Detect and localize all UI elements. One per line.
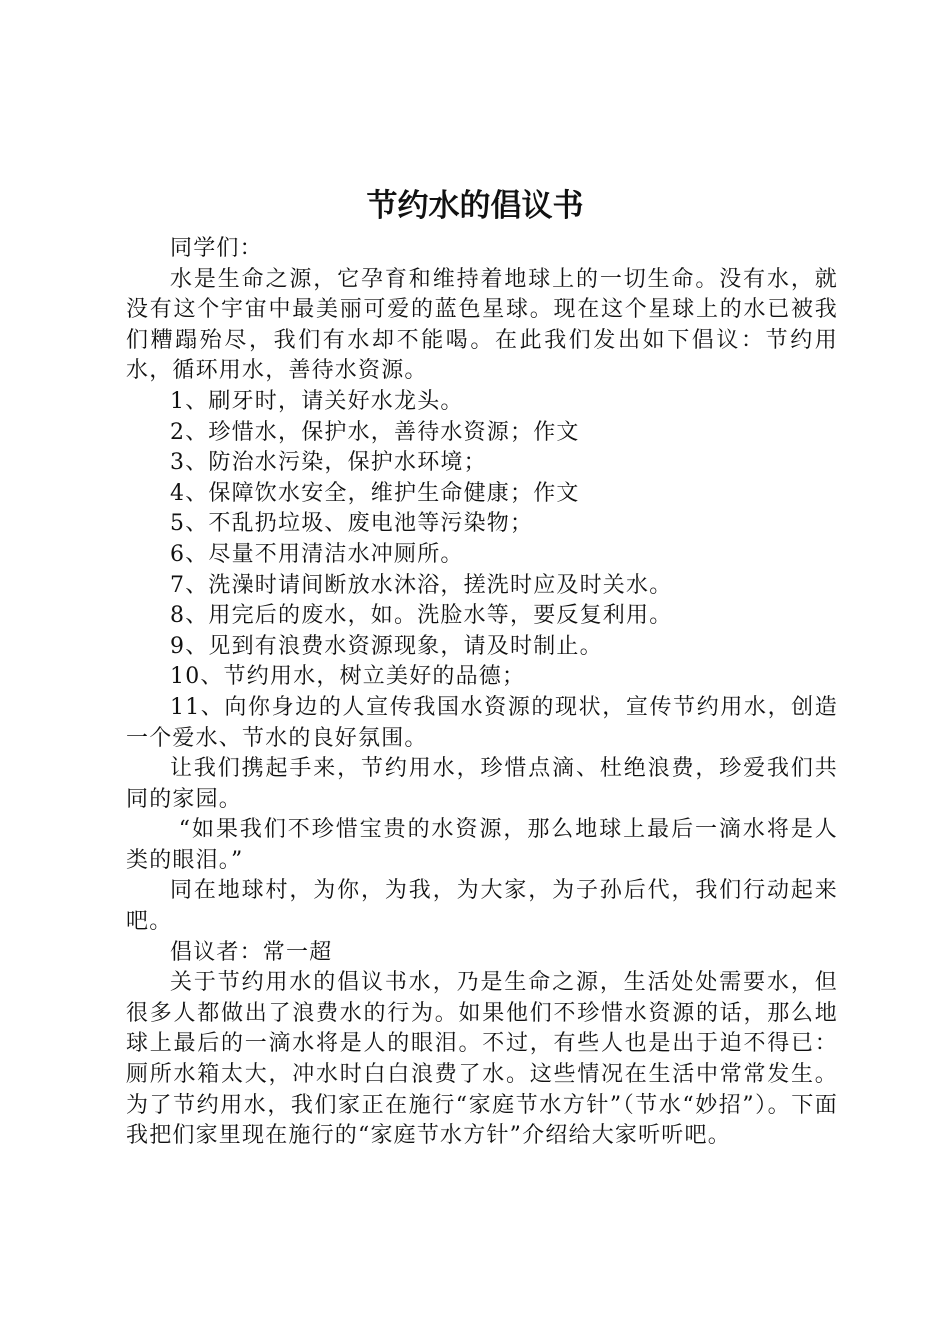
list-item: 6、尽量不用清洁水冲厕所。 (170, 541, 464, 567)
list-item: 4、保障饮水安全，维护生命健康；作文 (170, 480, 580, 506)
salutation: 同学们： (170, 236, 263, 261)
list-item: 10、节约用水，树立美好的品德； (170, 664, 526, 690)
document-body (126, 234, 838, 1152)
closing-paragraph: 同在地球村，为你，为我，为大家，为子孙后代，我们行动起来吧。 (126, 878, 838, 935)
intro-paragraph: 水是生命之源，它孕育和维持着地球上的一切生命。没有水，就没有这个宇宙中最美丽可爱的蓝色星球。现在这个星球上的水已被我们糟蹋殆尽，我们有水却不能喝。在此我们发出如下倡议：节约用水，循环用水，善待水资源。 (126, 266, 838, 384)
signature-line: 倡议者：常一超 (170, 939, 333, 965)
list-item: 11、向你身边的人宣传我国水资源的现状，宣传节约用水，创造一个爱水、节水的良好氛围。 (126, 694, 838, 751)
call-to-action-paragraph: 让我们携起手来，节约用水，珍惜点滴、杜绝浪费，珍爱我们共同的家园。 (126, 756, 838, 812)
document-title: 节约水的倡议书 (366, 188, 584, 224)
second-article-paragraph: 关于节约用水的倡议书水，乃是生命之源，生活处处需要水，但很多人都做出了浪费水的行为。如果他们不珍惜水资源的话，那么地球上最后的一滴水将是人的眼泪。不过，有些人也是出于迫不得已：厕所水箱太大，冲水时白白浪费了水。这些情况在生活中常常发生。为了节约用水，我们家正在施行“家庭节水方针”（节水“妙招”）。下面我把们家里现在施行的“家庭节水方针”介绍给大家听听吧。 (126, 970, 838, 1149)
list-item: 2、珍惜水，保护水，善待水资源；作文 (170, 419, 580, 445)
list-item: 9、见到有浪费水资源现象，请及时制止。 (170, 633, 603, 659)
quote-paragraph: “如果我们不珍惜宝贵的水资源，那么地球上最后一滴水将是人类的眼泪。” (126, 817, 838, 873)
list-item: 8、用完后的废水，如。洗脸水等，要反复利用。 (170, 603, 673, 629)
list-item: 1、刷牙时，请关好水龙头。 (170, 388, 464, 414)
list-item: 5、不乱扔垃圾、废电池等污染物； (170, 511, 534, 537)
list-item: 7、洗澡时请间断放水沐浴，搓洗时应及时关水。 (170, 572, 673, 598)
list-item: 3、防治水污染，保护水环境； (170, 450, 487, 476)
